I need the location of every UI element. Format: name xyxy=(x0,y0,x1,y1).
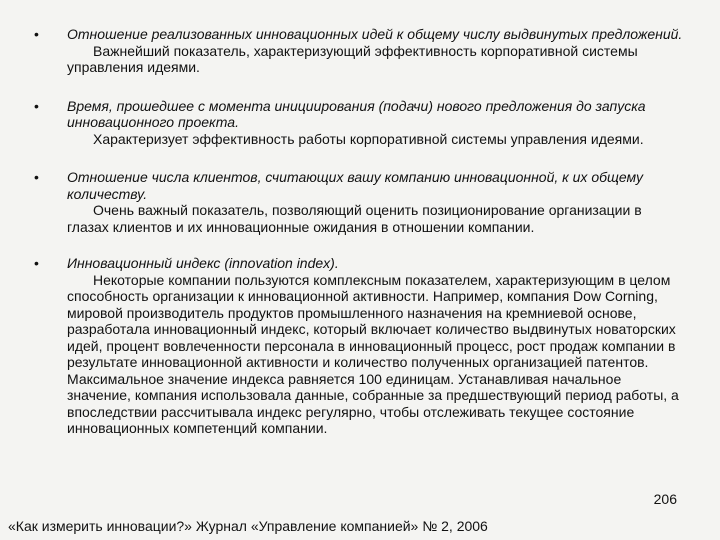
item-description-text: Очень важный показатель, позволяющий оценить позиционирование организации в глазах клиентов и их инновационные ожидания в отношении компании. xyxy=(67,202,642,235)
item-heading: Отношение реализованных инновационных идей к общему числу выдвинутых предложений. xyxy=(67,26,683,42)
list-item xyxy=(34,26,684,76)
item-description xyxy=(67,272,684,437)
page-number: 206 xyxy=(653,491,677,507)
item-description xyxy=(67,202,684,235)
item-description xyxy=(67,131,684,148)
item-heading: Отношение числа клиентов, считающих вашу компанию инновационной, к их общему количеству. xyxy=(67,169,643,202)
bullet-icon: • xyxy=(34,255,39,271)
bullet-icon: • xyxy=(34,97,39,114)
item-description-text: Важнейший показатель, характеризующий эффективность корпоративной системы управления идеями. xyxy=(67,42,638,75)
list-item xyxy=(34,169,684,235)
item-heading: Время, прошедшее с момента инициирования (подачи) нового предложения до запуска инновационного проекта. xyxy=(67,97,646,130)
footer-citation: «Как измерить инновации?» Журнал «Управление компанией» № 2, 2006 xyxy=(8,518,488,534)
item-description-text: Характеризует эффективность работы корпоративной системы управления идеями. xyxy=(93,130,644,147)
bullet-list xyxy=(34,26,684,459)
item-description-text: Некоторые компании пользуются комплексным показателем, характеризующим в целом способность организации к инновационной активности. Например, компания Dow Corning, мировой производитель продуктов промышленного назначения на кремниевой основе, разработала инновационный индекс, который включает количество выдвинутых новаторских идей, процент вовлеченности персонала в инновационный процесс, рост продаж компании в результате инновационной активности и количество полученных организацией патентов. Максимальное значение индекса равняется 100 единицам. Устанавливая начальное значение, компания использовала данные, собранные за предшествующий период работы, а впоследствии рассчитывала индекс регулярно, чтобы отслеживать текущее состояние инновационных компетенций компании. xyxy=(67,271,679,436)
bullet-icon: • xyxy=(34,169,39,185)
bullet-icon: • xyxy=(34,26,39,42)
list-item xyxy=(34,255,684,437)
item-heading: Инновационный индекс (innovation index). xyxy=(67,255,339,271)
item-description xyxy=(67,43,684,76)
list-item xyxy=(34,98,684,148)
